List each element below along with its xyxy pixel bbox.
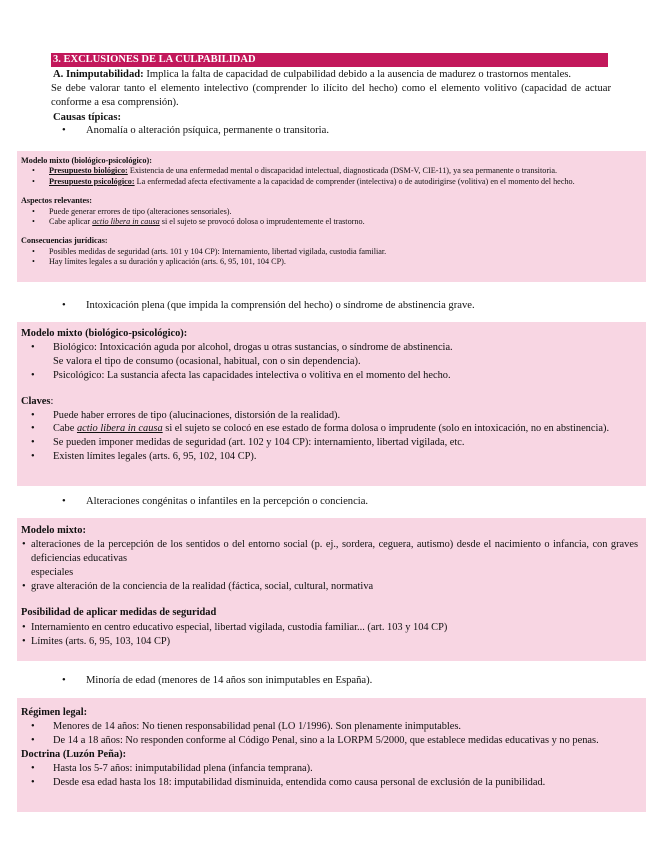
list-item: • alteraciones de la percepción de los sentidos o del entorno social (p. ej., sordera, ceguera, autismo) desde el nacimiento o infancia, con graves deficiencias educativas especiales (22, 539, 638, 579)
box-anomalia (17, 151, 646, 282)
bullet-icon: • (32, 217, 35, 227)
box2-heading: Modelo mixto (biológico-psicológico): (21, 328, 188, 339)
box2-keys-list (21, 409, 638, 465)
list-item: • Puede haber errores de tipo (alucinaciones, distorsión de la realidad). (31, 409, 341, 421)
cause-item-2: • Intoxicación plena (que impida la comprensión del hecho) o síndrome de abstinencia grave. (62, 300, 475, 311)
bullet-icon: • (31, 451, 35, 463)
list-item: • Hasta los 5-7 años: inimputabilidad plena (infancia temprana). (21, 762, 638, 776)
bullet-icon: • (22, 581, 26, 593)
list-item: • Posibles medidas de seguridad (arts. 101 y 104 CP): Internamiento, libertad vigilada, custodia familiar. (32, 246, 387, 256)
bullet-icon: • (31, 777, 35, 789)
causes-heading: Causas típicas: (53, 111, 121, 123)
bullet-icon: • (32, 176, 35, 186)
box4-heading: Régimen legal: (21, 707, 88, 718)
list-item: • grave alteración de la conciencia de la realidad (fáctica, social, cultural, normativa (21, 580, 638, 594)
intro-paragraph: Se debe valorar tanto el elemento intelectivo (comprender lo ilícito del hecho) como el elemento volitivo (capacidad de actuar conforme a esa comprensión). (51, 83, 611, 109)
list-item: • Cabe aplicar actio libera in causa si el sujeto se provocó dolosa o imprudentemente el trastorno. (32, 217, 365, 227)
list-item: • Se pueden imponer medidas de seguridad (art. 102 y 104 CP): internamiento, libertad vigilada, etc. (31, 437, 465, 449)
bullet-icon: • (62, 125, 66, 136)
actio-libera-link[interactable]: actio libera in causa (76, 423, 163, 435)
section-title: 3. EXCLUSIONES DE LA CULPABILIDAD (51, 53, 608, 67)
box1-heading: Modelo mixto (biológico-psicológico): (21, 156, 152, 165)
box1-consequences-list (21, 247, 640, 268)
bullet-icon: • (22, 635, 26, 647)
list-item: • Psicológico: La sustancia afecta las capacidades intelectiva o volitiva en el momento del hecho. (31, 369, 451, 381)
bullet-icon: • (31, 721, 35, 733)
list-item: • Presupuesto psicológico: La enfermedad afecta efectivamente a la capacidad de comprender (intelectiva) o de autodirigirse (volitiva) en el momento del hecho. (32, 176, 575, 186)
box3-measures-list (21, 621, 638, 649)
bullet-icon: • (32, 166, 35, 176)
list-item: • Internamiento en centro educativo especial, libertad vigilada, custodia familiar... (art. 103 y 104 CP) (21, 621, 638, 635)
intro-text: Implica la falta de capacidad de culpabilidad debido a la ausencia de madurez o trastornos mentales. (143, 69, 572, 80)
bullet-icon: • (22, 539, 26, 551)
intro-block (51, 68, 611, 125)
cause-item-1: • Anomalía o alteración psíquica, permanente o transitoria. (62, 125, 329, 136)
box1-aspects-heading: Aspectos relevantes: (21, 196, 93, 206)
box2-list (21, 341, 638, 383)
bullet-icon: • (31, 341, 35, 353)
box3-heading: Modelo mixto: (21, 525, 86, 536)
cause-item-4: • Minoría de edad (menores de 14 años son inimputables en España). (62, 675, 373, 686)
bullet-icon: • (31, 735, 35, 747)
box2-keys-heading: Claves: (21, 395, 54, 407)
bullet-icon: • (62, 300, 66, 311)
box3-list (21, 538, 638, 594)
list-item: • Biológico: Intoxicación aguda por alcohol, drogas u otras sustancias, o síndrome de abstinencia. Se valora el tipo de consumo (ocasional, habitual, con o sin dependencia). (31, 341, 453, 367)
bullet-icon: • (31, 369, 35, 381)
bullet-icon: • (31, 423, 35, 435)
list-item: • Puede generar errores de tipo (alteraciones sensoriales). (32, 206, 232, 216)
list-item: • Desde esa edad hasta los 18: imputabilidad disminuida, entendida como causa personal de exclusión de la punibilidad. (21, 776, 638, 790)
bullet-icon: • (32, 257, 35, 267)
box1-list (21, 166, 640, 187)
list-item: • Hay límites legales a su duración y aplicación (arts. 6, 95, 101, 104 CP). (32, 257, 286, 267)
cause-item-3: • Alteraciones congénitas o infantiles en la percepción o conciencia. (62, 496, 369, 507)
list-item: • Presupuesto biológico: Existencia de una enfermedad mental o discapacidad intelectual, diagnosticada (DSM-V, CIE-11), ya sea permanente o transitoria. (32, 166, 558, 176)
box4-doctrine-heading: Doctrina (Luzón Peña): (21, 749, 127, 761)
box3-measures-heading: Posibilidad de aplicar medidas de seguridad (21, 607, 217, 619)
actio-libera-link[interactable]: actio libera in causa (92, 217, 160, 227)
box-minoria-edad (17, 698, 646, 812)
intro-definition (51, 68, 611, 82)
box4-list (21, 720, 638, 748)
box1-consequences-heading: Consecuencias jurídicas: (21, 236, 108, 246)
list-item: • Existen límites legales (arts. 6, 95, 102, 104 CP). (31, 451, 257, 463)
list-item: • Cabe actio libera in causa si el sujeto se colocó en ese estado de forma dolosa o imprudente (solo en intoxicación, no en abstinencia). (31, 423, 610, 435)
bullet-icon: • (32, 206, 35, 216)
bullet-icon: • (32, 246, 35, 256)
list-item: • Menores de 14 años: No tienen responsabilidad penal (LO 1/1996). Son plenamente inimputables. (21, 720, 638, 734)
bullet-icon: • (62, 675, 66, 686)
list-item: • Límites (arts. 6, 95, 103, 104 CP) (21, 635, 638, 649)
box-alteraciones (17, 518, 646, 661)
bullet-icon: • (62, 496, 66, 507)
bullet-icon: • (31, 437, 35, 449)
bullet-icon: • (31, 763, 35, 775)
bullet-icon: • (31, 409, 35, 421)
box1-aspects-list (21, 207, 640, 228)
box4-doctrine-list (21, 762, 638, 790)
bullet-icon: • (22, 621, 26, 633)
list-item: • De 14 a 18 años: No responden conforme al Código Penal, sino a la LORPM 5/2000, que establece medidas educativas y no penas. (21, 734, 638, 748)
box-intoxicacion (17, 322, 646, 486)
intro-label: A. Inimputabilidad: (53, 69, 144, 80)
